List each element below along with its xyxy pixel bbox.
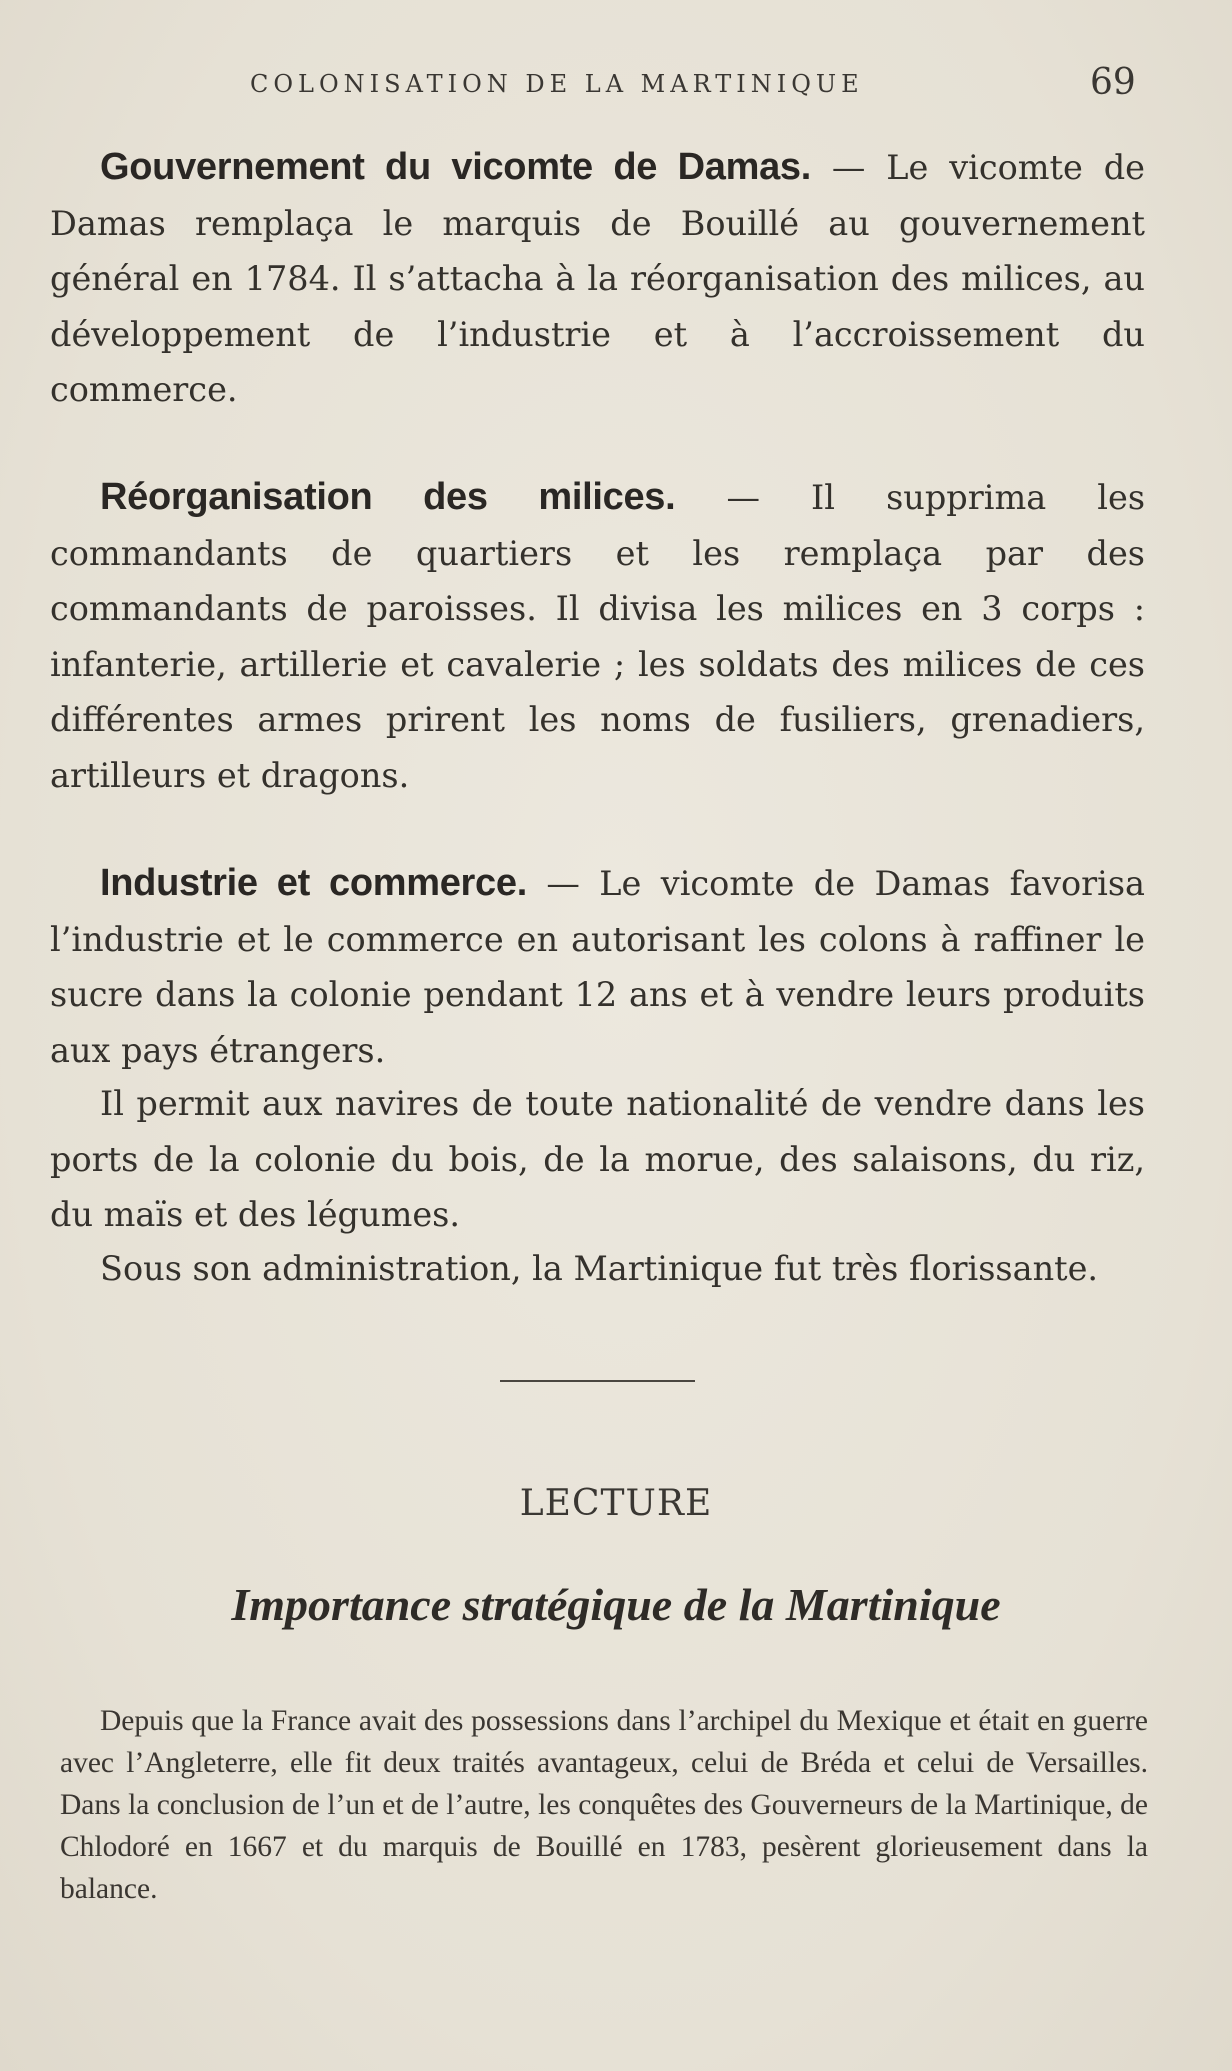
running-head: COLONISATION DE LA MARTINIQUE xyxy=(250,70,864,98)
reading-text: Depuis que la France avait des possessions dans l’archipel du Mexique et était en guerre avec l’Angleterre, elle fit deux traités avantageux, celui de Bréda et celui de Versailles. Dans la conclusion de l’un et de l’autre, les conquêtes des Gouverneurs de la Martinique, de Chlodoré en 1667 et du marquis de Bouillé en 1783, pesèrent glorieusement dans la balance. xyxy=(60,1705,1148,1905)
reading-title: Importance stratégique de la Martinique xyxy=(231,1579,1001,1630)
section-heading: Gouvernement du vicomte de Damas. xyxy=(100,146,811,188)
paragraph-administration: Sous son administration, la Martinique fut très florissante. xyxy=(100,1249,1099,1288)
section-heading: Industrie et commerce. xyxy=(100,862,527,904)
section-milices xyxy=(50,470,1145,803)
section-damas xyxy=(50,140,1145,418)
paragraph-navires: Il permit aux navires de toute nationalité de vendre dans les ports de la colonie du bois, de la morue, des salaisons, du riz, du maïs et des légumes. xyxy=(50,1084,1145,1234)
lecture-label: LECTURE xyxy=(519,1483,713,1524)
section-text: — Il supprima les commandants de quartiers et les remplaça par des commandants de paroisses. Il divisa les milices en 3 corps : infanterie, artillerie et cavalerie ; les soldats des milices de ces différentes armes prirent les noms de fusiliers, grenadiers, artilleurs et dragons. xyxy=(50,478,1146,795)
section-industrie xyxy=(50,856,1145,1078)
section-text: — Le vicomte de Damas favorisa l’industrie et le commerce en autorisant les colons à raffiner le sucre dans la colonie pendant 12 ans et à vendre leurs produits aux pays étrangers. xyxy=(50,864,1146,1070)
page-number: 69 xyxy=(1090,62,1136,103)
section-text: — Le vicomte de Damas remplaça le marquis de Bouillé au gouvernement général en 1784. Il s’attacha à la réorganisation des milices, au développement de l’industrie et à l’accroissement du commerce. xyxy=(50,148,1145,409)
section-divider xyxy=(500,1380,695,1382)
section-heading: Réorganisation des milices. xyxy=(100,476,676,518)
